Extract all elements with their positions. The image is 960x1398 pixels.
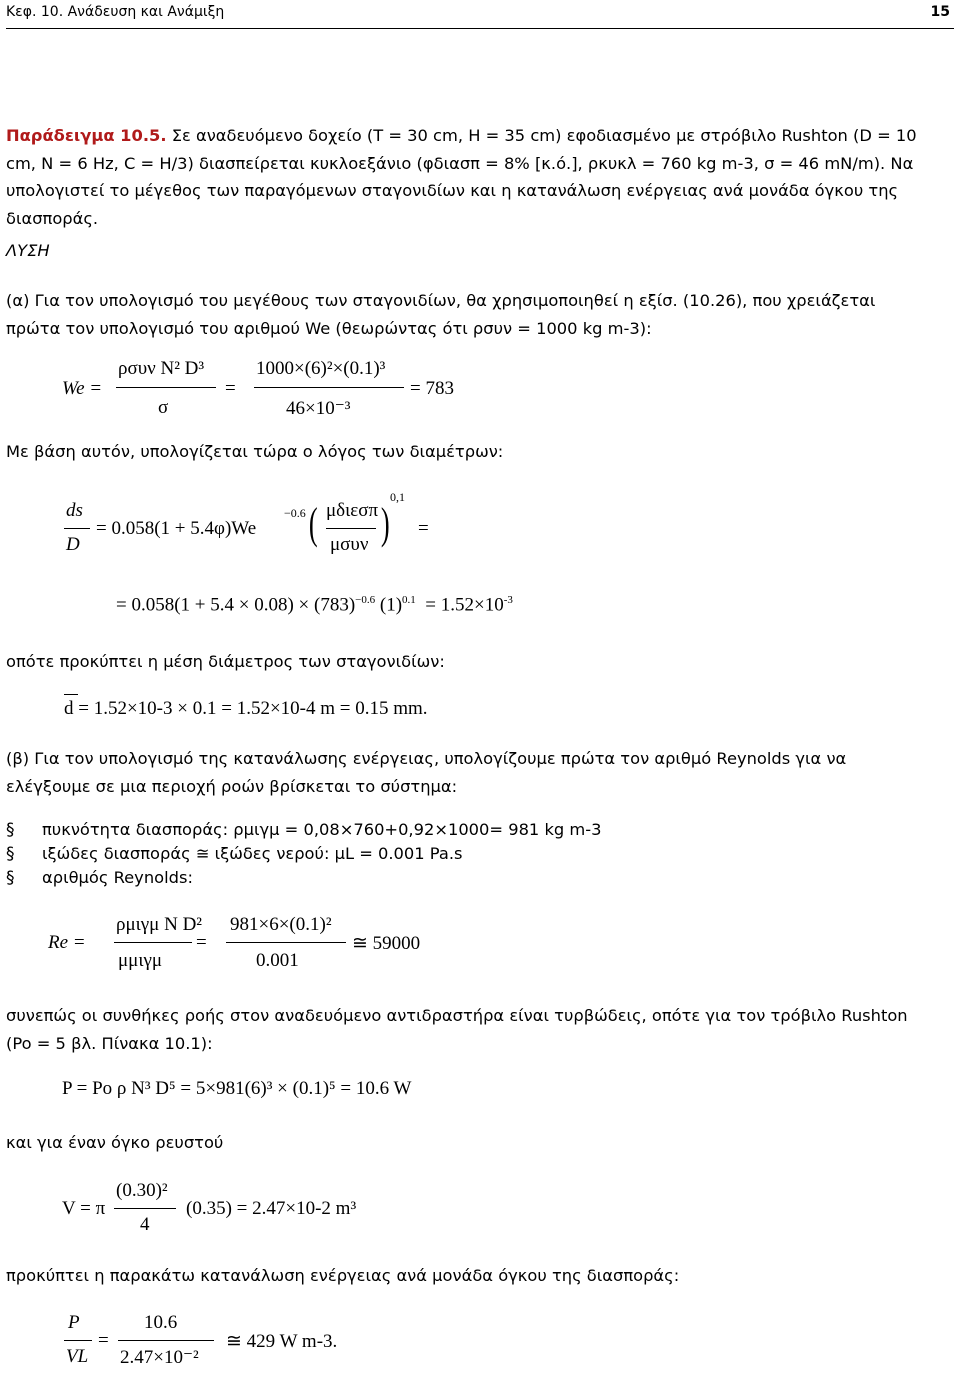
eq-we-den-numeric: 46×10⁻³ xyxy=(286,398,351,419)
eq-mean-overline xyxy=(64,694,78,695)
eq-ratio-mu-num: μδιεσπ xyxy=(326,500,379,521)
eq-re-equals: = xyxy=(196,932,207,953)
part-a-line-2: πρώτα τον υπολογισμό του αριθμού We (θεωρώντας ότι ρσυν = 1000 kg m-3): xyxy=(6,318,652,338)
eq-we-result: = 783 xyxy=(410,378,454,399)
eq-final-equals: = xyxy=(98,1330,109,1351)
eq-ratio-mu-exponent: 0,1 xyxy=(390,490,405,504)
eq-we-equals: = xyxy=(225,378,236,399)
eq-ratio-numeric-exp2: 0.1 xyxy=(402,594,416,606)
eq-volume-num: (0.30)² xyxy=(116,1180,168,1201)
eq-ratio-numeric-main: = 0.058(1 + 5.4 × 0.08) × (783) xyxy=(116,594,356,616)
eq-ratio-paren-open: ( xyxy=(308,499,318,548)
part-c-paragraph xyxy=(6,1002,954,1057)
eq-ratio-middle: = 0.058(1 + 5.4φ)We xyxy=(96,518,257,539)
example-paragraph xyxy=(6,122,954,232)
eq-re-fraction-bar-2 xyxy=(226,942,346,943)
example-title: Παράδειγμα 10.5. xyxy=(6,126,167,145)
eq-volume-rest: (0.35) = 2.47×10-2 m³ xyxy=(186,1198,357,1219)
eq-final-num: 10.6 xyxy=(144,1312,178,1333)
eq-we-fraction-bar-1 xyxy=(116,387,216,388)
eq-we-num-symbolic: ρσυν N² D³ xyxy=(118,358,205,379)
eq-final-lhs-bar xyxy=(64,1340,92,1341)
eq-we-fraction-bar-2 xyxy=(254,387,404,388)
eq-re-lhs: Re = xyxy=(48,932,86,953)
solution-heading: ΛΥΣΗ xyxy=(6,241,50,260)
eq-re-den-numeric: 0.001 xyxy=(256,950,299,971)
eq-ratio-lhs-bar xyxy=(64,528,90,529)
bullet-text-2: ιξώδες διασποράς ≅ ιξώδες νερού: μL = 0.001 Pa.s xyxy=(42,844,463,863)
text-volume: και για έναν όγκο ρευστού xyxy=(6,1133,224,1152)
eq-re-num-numeric: 981×6×(0.1)² xyxy=(230,914,332,935)
part-c-line-2: (Po = 5 βλ. Πίνακα 10.1): xyxy=(6,1033,213,1053)
header-rule xyxy=(6,28,954,29)
example-line-2: cm, N = 6 Hz, C = H/3) διασπείρεται κυκλοεξάνιο (φδιασπ = 8% [κ.ό.], ρκυκλ = 760 kg m-3, σ = 46 mN/m). Να xyxy=(6,153,914,173)
part-b-line-2: ελέγξουμε σε μια περιοχή ροών βρίσκεται το σύστημα: xyxy=(6,776,458,796)
bullet-marker-2: § xyxy=(6,844,15,864)
eq-volume-lhs: V = π xyxy=(62,1198,106,1219)
example-line-4: διασποράς. xyxy=(6,208,99,228)
eq-ratio-lhs-num: ds xyxy=(66,500,83,521)
eq-volume-den: 4 xyxy=(140,1214,150,1235)
example-line-1: Σε αναδευόμενο δοχείο (T = 30 cm, H = 35 cm) εφοδιασμένο με στρόβιλο Rushton (D = 10 xyxy=(171,126,917,145)
eq-ratio-mu-bar xyxy=(326,528,376,529)
eq-ratio-paren-close: ) xyxy=(380,499,390,548)
eq-final-lhs-num: P xyxy=(68,1312,80,1333)
bullet-marker-3: § xyxy=(6,868,15,888)
part-b-line-1: (β) Για τον υπολογισμό της κατανάλωσης ενέργειας, υπολογίζουμε πρώτα τον αριθμό Reynolds για να xyxy=(6,749,847,768)
part-c-line-1: συνεπώς οι συνθήκες ροής στον αναδευόμενο αντιδραστήρα είναι τυρβώδεις, οπότε για τον τρόβιλο Rushton xyxy=(6,1006,908,1025)
bullet-text-1: πυκνότητα διασποράς: ρμιγμ = 0,08×760+0,92×1000= 981 kg m-3 xyxy=(42,820,602,839)
text-ratio: Με βάση αυτόν, υπολογίζεται τώρα ο λόγος των διαμέτρων: xyxy=(6,442,504,461)
eq-ratio-numeric-result-exp: -3 xyxy=(503,594,513,606)
eq-power: P = Po ρ N³ D⁵ = 5×981(6)³ × (0.1)⁵ = 10.6 W xyxy=(62,1078,412,1099)
eq-re-num-symbolic: ρμιγμ N D² xyxy=(116,914,203,935)
text-mean: οπότε προκύπτει η μέση διάμετρος των σταγονιδίων: xyxy=(6,652,445,671)
eq-ratio-numeric-mid: (1) xyxy=(379,594,403,616)
eq-we-num-numeric: 1000×(6)²×(0.1)³ xyxy=(256,358,386,379)
eq-ratio-lhs-den: D xyxy=(66,534,80,555)
eq-ratio-tail: = xyxy=(418,518,429,539)
bullet-text-3: αριθμός Reynolds: xyxy=(42,868,193,887)
part-a-paragraph xyxy=(6,287,954,342)
eq-we-lhs: We = xyxy=(62,378,103,399)
eq-mean: d = 1.52×10-3 × 0.1 = 1.52×10-4 m = 0.15 mm. xyxy=(64,698,428,719)
eq-re-den-symbolic: μμιγμ xyxy=(118,950,163,971)
eq-ratio-we-exponent: −0.6 xyxy=(284,506,306,520)
eq-final-lhs-den: VL xyxy=(66,1346,89,1367)
eq-final-den: 2.47×10⁻² xyxy=(120,1347,199,1368)
eq-re-result: ≅ 59000 xyxy=(352,933,421,954)
page-number: 15 xyxy=(930,4,950,20)
example-line-3: υπολογιστεί το μέγεθος των παραγόμενων σταγονιδίων και η κατανάλωση ενέργειας ανά μονάδα όγκου της xyxy=(6,181,899,200)
eq-ratio-numeric xyxy=(116,594,513,616)
eq-re-fraction-bar-1 xyxy=(114,942,192,943)
eq-ratio-numeric-result: = 1.52×10 xyxy=(425,594,504,616)
eq-ratio-numeric-exp1: −0.6 xyxy=(355,594,376,606)
eq-final-result: ≅ 429 W m-3. xyxy=(226,1331,338,1352)
part-b-paragraph xyxy=(6,745,954,800)
eq-volume-fraction-bar xyxy=(114,1208,176,1209)
eq-ratio-mu-den: μσυν xyxy=(330,534,369,555)
eq-we-den-symbolic: σ xyxy=(158,397,169,418)
bullet-marker-1: § xyxy=(6,820,15,840)
part-a-line-1: (α) Για τον υπολογισμό του μεγέθους των σταγονιδίων, θα χρησιμοποιηθεί η εξίσ. (10.26), που χρειάζεται xyxy=(6,291,876,310)
chapter-header: Κεφ. 10. Ανάδευση και Ανάμιξη xyxy=(6,4,225,20)
text-final: προκύπτει η παρακάτω κατανάλωση ενέργειας ανά μονάδα όγκου της διασποράς: xyxy=(6,1266,680,1285)
eq-final-fraction-bar xyxy=(118,1340,214,1341)
